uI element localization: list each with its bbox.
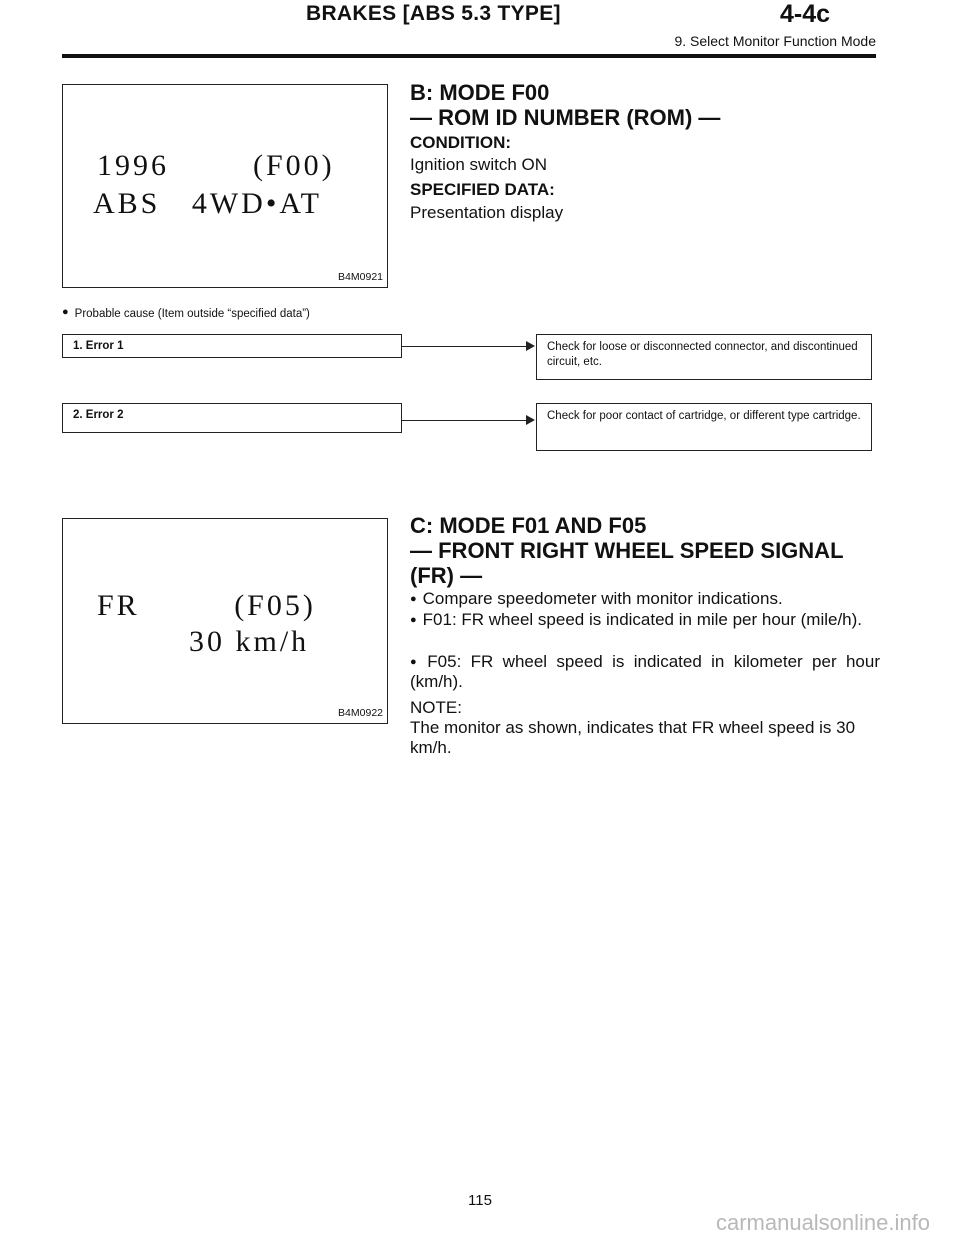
section-code: 4-4c xyxy=(780,0,831,28)
monitor-line-1: 1996 (F00) xyxy=(97,149,335,182)
bullet-dot-icon: ● xyxy=(410,614,417,626)
monitor-line-2: ABS 4WD•AT xyxy=(93,187,323,220)
arrow-line xyxy=(402,420,526,421)
note-text: The monitor as shown, indicates that FR wheel speed is 30 km/h. xyxy=(410,718,856,757)
monitor-line-2: 30 km/h xyxy=(189,625,310,658)
arrow-right-icon xyxy=(526,341,535,351)
monitor-display-b xyxy=(62,84,388,288)
heading-line: — ROM ID NUMBER (ROM) — xyxy=(410,105,721,130)
bullet-item xyxy=(410,652,880,692)
mode-f01-f05-heading xyxy=(410,513,844,588)
section-title: BRAKES [ABS 5.3 TYPE] xyxy=(306,2,561,25)
bullet-text: F05: FR wheel speed is indicated in kilometer per hour (km/h). xyxy=(410,652,880,691)
heading-line: (FR) — xyxy=(410,563,483,588)
probable-cause-note xyxy=(62,306,310,320)
watermark: carmanualsonline.info xyxy=(715,1210,930,1235)
bullet-dot-icon: ● xyxy=(62,306,69,318)
error-box: 2. Error 2 xyxy=(62,403,402,433)
bullet-item xyxy=(410,610,880,630)
error-box: 1. Error 1 xyxy=(62,334,402,358)
arrow-right-icon xyxy=(526,415,535,425)
bullet-dot-icon: ● xyxy=(410,593,417,605)
monitor-line-1: FR (F05) xyxy=(97,589,316,622)
check-box: Check for poor contact of cartridge, or different type cartridge. xyxy=(536,403,872,451)
specified-data-text: Presentation display xyxy=(410,203,564,222)
monitor-display-c xyxy=(62,518,388,724)
heading-line: C: MODE F01 AND F05 xyxy=(410,513,647,538)
check-box: Check for loose or disconnected connector, and discontinued circuit, etc. xyxy=(536,334,872,380)
header-rule xyxy=(62,54,876,58)
heading-line: — FRONT RIGHT WHEEL SPEED SIGNAL xyxy=(410,538,844,563)
subsection-title: 9. Select Monitor Function Mode xyxy=(674,33,876,49)
bullet-item xyxy=(410,589,880,609)
bullet-text: F01: FR wheel speed is indicated in mile per hour (mile/h). xyxy=(422,610,863,629)
page-number: 115 xyxy=(468,1192,492,1209)
bullet-text: Compare speedometer with monitor indications. xyxy=(422,589,783,608)
condition-label: CONDITION: xyxy=(410,133,512,152)
mode-f00-heading xyxy=(410,80,720,130)
bullet-dot-icon: ● xyxy=(410,656,422,668)
figure-id: B4M0921 xyxy=(338,271,383,283)
arrow-line xyxy=(402,346,526,347)
condition-text: Ignition switch ON xyxy=(410,155,547,174)
heading-line: B: MODE F00 xyxy=(410,80,550,105)
figure-id: B4M0922 xyxy=(338,707,383,719)
probable-cause-text: Probable cause (Item outside “specified data”) xyxy=(74,308,310,320)
note-label: NOTE: xyxy=(410,698,462,717)
specified-data-label: SPECIFIED DATA: xyxy=(410,180,555,199)
